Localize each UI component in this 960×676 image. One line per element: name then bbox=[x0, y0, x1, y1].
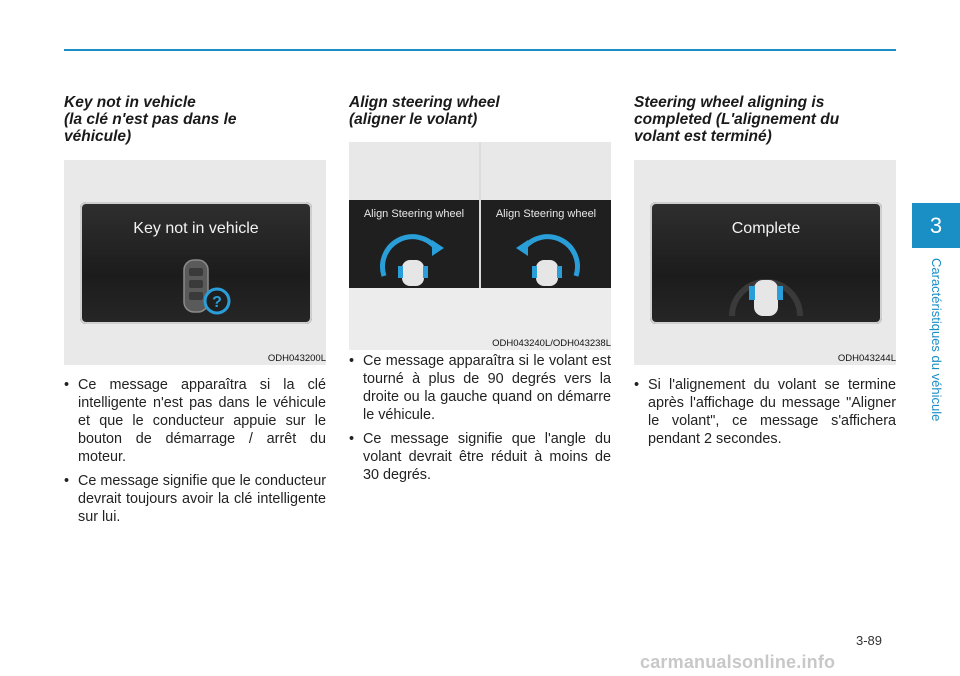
chapter-tab: 3 bbox=[912, 203, 960, 248]
figure-key-not-in-vehicle bbox=[64, 160, 326, 365]
figure-align-steering-wheel bbox=[349, 142, 611, 350]
column-align-steering-wheel bbox=[349, 94, 611, 483]
display-right bbox=[481, 142, 611, 288]
cluster-display bbox=[80, 202, 312, 324]
column-key-not-in-vehicle bbox=[64, 94, 326, 525]
section-heading: Key not in vehicle (la clé n'est pas dans le véhicule) bbox=[64, 94, 237, 145]
list-item: • Si l'alignement du volant se termine après l'affichage du message "Aligner le volant", ce message s'affichera pendant 2 secondes. bbox=[634, 376, 896, 448]
list-item: • Ce message signifie que le conducteur devrait toujours avoir la clé intelligente sur lui. bbox=[64, 472, 326, 526]
steer-right-icon bbox=[374, 226, 454, 286]
top-rule bbox=[64, 49, 896, 51]
dual-cluster-display bbox=[349, 142, 611, 288]
svg-text:?: ? bbox=[212, 294, 222, 311]
column-steering-aligned bbox=[634, 94, 896, 447]
car-top-view-icon bbox=[726, 252, 806, 322]
bullet-list bbox=[634, 376, 896, 454]
steer-left-icon bbox=[506, 226, 586, 286]
display-message: Key not in vehicle bbox=[133, 220, 259, 237]
figure-code: ODH043244L bbox=[832, 353, 896, 364]
list-item: • Ce message apparaîtra si le volant est tourné à plus de 90 degrés vers la droite ou la gauche quand on démarre le véhicule. bbox=[349, 352, 611, 424]
display-message: Align Steering wheel bbox=[363, 208, 465, 220]
page-number: 3-89 bbox=[856, 633, 883, 648]
display-message: Align Steering wheel bbox=[495, 208, 597, 220]
list-item: • Ce message apparaîtra si la clé intelligente n'est pas dans le véhicule et que le conducteur appuie sur le bouton de démarrage / arrêt du moteur. bbox=[64, 376, 326, 466]
cluster-display bbox=[650, 202, 882, 324]
watermark: carmanualsonline.info bbox=[640, 652, 836, 672]
figure-code: ODH043240L/ODH043238L bbox=[486, 338, 611, 349]
figure-code: ODH043200L bbox=[262, 353, 326, 364]
chapter-title: Caractéristiques du véhicule bbox=[929, 258, 944, 422]
bullet-list bbox=[64, 376, 326, 532]
display-left bbox=[349, 142, 479, 288]
display-message: Complete bbox=[731, 220, 801, 237]
figure-steering-complete bbox=[634, 160, 896, 365]
question-mark-icon bbox=[202, 286, 232, 316]
section-heading: Align steering wheel (aligner le volant) bbox=[349, 94, 500, 128]
bullet-list bbox=[349, 352, 611, 490]
list-item: • Ce message signifie que l'angle du volant devrait être réduit à moins de 30 degrés. bbox=[349, 430, 611, 484]
section-heading: Steering wheel aligning is completed (L'alignement du volant est terminé) bbox=[634, 94, 840, 145]
